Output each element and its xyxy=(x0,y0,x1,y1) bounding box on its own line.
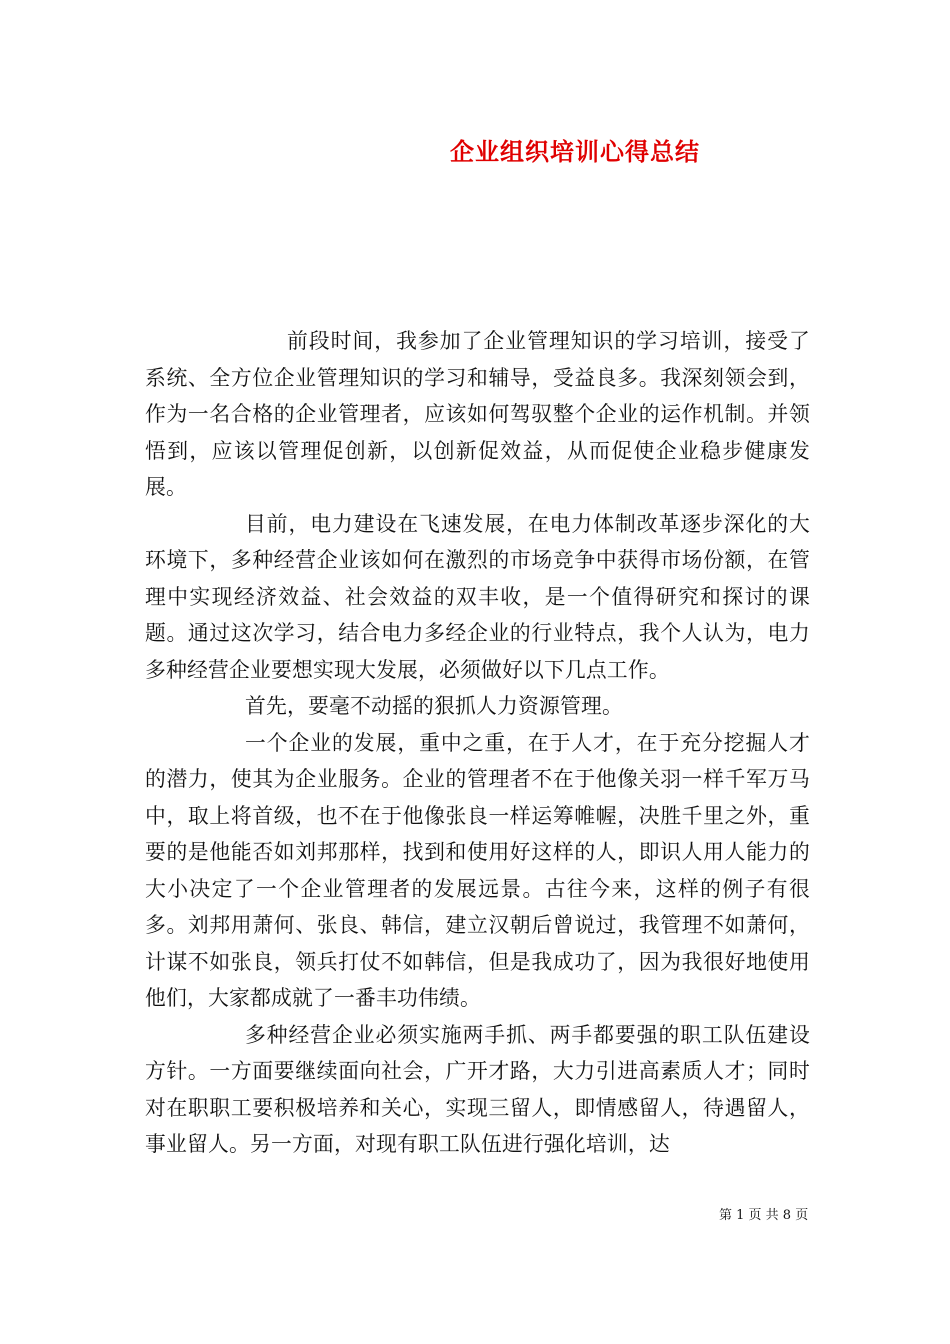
paragraph-1: 前段时间，我参加了企业管理知识的学习培训，接受了系统、全方位企业管理知识的学习和辅导，受益良多。我深刻领会到，作为一名合格的企业管理者，应该如何驾驭整个企业的运作机制。并领悟到，应该以管理促创新，以创新促效益，从而促使企业稳步健康发展。 xyxy=(145,329,810,499)
paragraph-4: 一个企业的发展，重中之重，在于人才，在于充分挖掘人才的潜力，使其为企业服务。企业的管理者不在于他像关羽一样千军万马中，取上将首级，也不在于他像张良一样运筹帷幄，决胜千里之外，重要的是他能否如刘邦那样，找到和使用好这样的人，即识人用人能力的大小决定了一个企业管理者的发展远景。古往今来，这样的例子有很多。刘邦用萧何、张良、韩信，建立汉朝后曾说过，我管理不如萧何，计谋不如张良，领兵打仗不如韩信，但是我成功了，因为我很好地使用他们，大家都成就了一番丰功伟绩。 xyxy=(145,730,810,1010)
paragraph-5: 多种经营企业必须实施两手抓、两手都要强的职工队伍建设方针。一方面要继续面向社会，广开才路，大力引进高素质人才；同时对在职职工要积极培养和关心，实现三留人，即情感留人，待遇留人，事业留人。另一方面，对现有职工队伍进行强化培训，达 xyxy=(145,1022,810,1156)
paragraph-3: 首先，要毫不动摇的狠抓人力资源管理。 xyxy=(245,694,623,718)
paragraph-2: 目前，电力建设在飞速发展，在电力体制改革逐步深化的大环境下，多种经营企业该如何在激烈的市场竞争中获得市场份额，在管理中实现经济效益、社会效益的双丰收，是一个值得研究和探讨的课题。通过这次学习，结合电力多经企业的行业特点，我个人认为，电力多种经营企业要想实现大发展，必须做好以下几点工作。 xyxy=(145,511,810,682)
document-title: 企业组织培训心得总结 xyxy=(450,137,700,166)
document-body xyxy=(145,323,810,1163)
page-number-footer: 第 1 页 共 8 页 xyxy=(719,1208,809,1223)
